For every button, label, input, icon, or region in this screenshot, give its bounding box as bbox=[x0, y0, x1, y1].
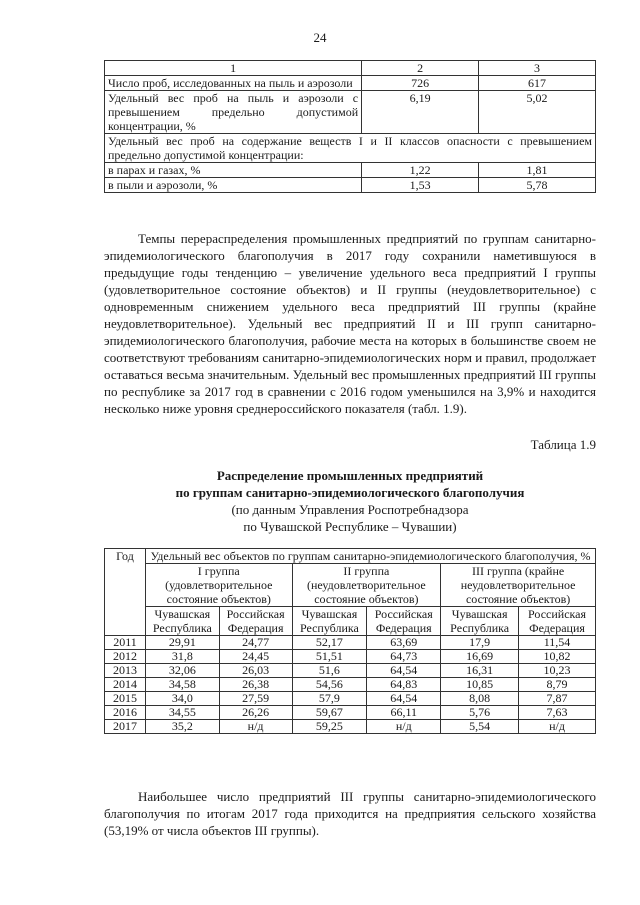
table-cell: 8,08 bbox=[441, 692, 519, 706]
table-cell: 16,31 bbox=[441, 664, 519, 678]
table-cell: 57,9 bbox=[292, 692, 367, 706]
column-header: 3 bbox=[479, 61, 596, 76]
table-row bbox=[105, 678, 596, 692]
table-cell: 51,51 bbox=[292, 650, 367, 664]
table-cell: 34,0 bbox=[146, 692, 220, 706]
body-paragraph: Темпы перераспределения промышленных предприятий по группам санитарно-эпидемиологического благополучия в 2017 году сохранили наметившуюся в предыдущие годы тенденцию – увеличение удельного веса предприятий I группы (удовлетворительное состояние объектов) и II группы (неудовлетворительное) с одновременным снижением удельного веса предприятий III группы (крайне неудовлетворительное). Удельный вес предприятий II и III групп санитарно-эпидемиологического благополучия, рабочие места на которых в большинстве своем не соответствуют требованиям санитарно-эпидемиологических норм и правил, продолжает оставаться весьма значительным. Удельный вес промышленных предприятий III группы по республике за 2017 год в сравнении с 2016 годом уменьшился на 3,9% и находится несколько ниже уровня среднероссийского показателя (табл. 1.9). bbox=[104, 231, 596, 416]
table-cell: 26,26 bbox=[219, 706, 292, 720]
table-title: Распределение промышленных предприятий bbox=[216, 468, 484, 483]
table-row bbox=[105, 134, 596, 163]
table-cell: 7,63 bbox=[519, 706, 596, 720]
table-number-label: Таблица 1.9 bbox=[530, 437, 596, 452]
table-header-row bbox=[105, 607, 596, 636]
table-cell: 31,8 bbox=[146, 650, 220, 664]
sub-header: Российская Федерация bbox=[367, 607, 441, 636]
table-header-row bbox=[105, 549, 596, 564]
page-number: 24 bbox=[313, 30, 327, 45]
table-cell: 617 bbox=[479, 76, 596, 91]
table-cell: 64,54 bbox=[367, 664, 441, 678]
table-row bbox=[105, 636, 596, 650]
table-cell: 66,11 bbox=[367, 706, 441, 720]
group-header: III группа (крайне неудовлетворительное состояние объектов) bbox=[441, 564, 596, 607]
table-cell: 27,59 bbox=[219, 692, 292, 706]
year-header: Год bbox=[105, 549, 146, 636]
sampling-table bbox=[104, 60, 596, 193]
table-cell: 5,76 bbox=[441, 706, 519, 720]
table-cell: н/д bbox=[219, 720, 292, 734]
table-cell: 52,17 bbox=[292, 636, 367, 650]
span-row-label: Удельный вес проб на содержание веществ I и II классов опасности с превышением предельно допустимой концентрации: bbox=[105, 134, 596, 163]
table-cell: 32,06 bbox=[146, 664, 220, 678]
table-cell: 59,25 bbox=[292, 720, 367, 734]
sub-header: Чувашская Республика bbox=[441, 607, 519, 636]
table-cell: 26,03 bbox=[219, 664, 292, 678]
table-row bbox=[105, 650, 596, 664]
table-cell: 35,2 bbox=[146, 720, 220, 734]
table-cell: 24,77 bbox=[219, 636, 292, 650]
body-paragraph: Наибольшее число предприятий III группы санитарно-эпидемиологического благополучия по итогам 2017 года приходится на предприятия сельского хозяйства (53,19% от числа объектов III группы). bbox=[104, 789, 596, 838]
row-label: в парах и газах, % bbox=[105, 163, 362, 178]
sub-header: Российская Федерация bbox=[219, 607, 292, 636]
table-cell: 6,19 bbox=[362, 91, 479, 134]
table-cell: 29,91 bbox=[146, 636, 220, 650]
table-cell: 5,02 bbox=[479, 91, 596, 134]
table-row bbox=[105, 178, 596, 193]
sub-header: Чувашская Республика bbox=[292, 607, 367, 636]
sub-header: Чувашская Республика bbox=[146, 607, 220, 636]
sub-header: Российская Федерация bbox=[519, 607, 596, 636]
table-cell: 59,67 bbox=[292, 706, 367, 720]
table-cell: 16,69 bbox=[441, 650, 519, 664]
table-cell: 5,54 bbox=[441, 720, 519, 734]
column-header: 2 bbox=[362, 61, 479, 76]
table-title: по группам санитарно-эпидемиологического благополучия bbox=[175, 485, 525, 500]
table-row bbox=[105, 76, 596, 91]
table-cell: 34,55 bbox=[146, 706, 220, 720]
main-header: Удельный вес объектов по группам санитарно-эпидемиологического благополучия, % bbox=[146, 549, 596, 564]
table-cell: 24,45 bbox=[219, 650, 292, 664]
table-source: по Чувашской Республике – Чувашии) bbox=[243, 519, 457, 534]
table-cell: н/д bbox=[367, 720, 441, 734]
table-cell: 63,69 bbox=[367, 636, 441, 650]
table-cell: 2015 bbox=[105, 692, 146, 706]
table-cell: 2014 bbox=[105, 678, 146, 692]
enterprise-groups-table bbox=[104, 548, 596, 734]
table-cell: 2011 bbox=[105, 636, 146, 650]
table-cell: 26,38 bbox=[219, 678, 292, 692]
table-row bbox=[105, 706, 596, 720]
group-header: I группа (удовлетворительное состояние объектов) bbox=[146, 564, 293, 607]
group-header: II группа (неудовлетворительное состояние объектов) bbox=[292, 564, 441, 607]
table-cell: 1,22 bbox=[362, 163, 479, 178]
table-row bbox=[105, 163, 596, 178]
table-cell: 2013 bbox=[105, 664, 146, 678]
table-cell: 1,81 bbox=[479, 163, 596, 178]
table-header-row bbox=[105, 61, 596, 76]
table-row bbox=[105, 91, 596, 134]
table-cell: 11,54 bbox=[519, 636, 596, 650]
table-row bbox=[105, 664, 596, 678]
table-cell: 2017 bbox=[105, 720, 146, 734]
column-header: 1 bbox=[105, 61, 362, 76]
table-cell: 54,56 bbox=[292, 678, 367, 692]
table-row bbox=[105, 720, 596, 734]
table-cell: 34,58 bbox=[146, 678, 220, 692]
table-cell: 726 bbox=[362, 76, 479, 91]
table-cell: 10,23 bbox=[519, 664, 596, 678]
table-cell: 64,83 bbox=[367, 678, 441, 692]
table-cell: 8,79 bbox=[519, 678, 596, 692]
row-label: Удельный вес проб на пыль и аэрозоли с превышением предельно допустимой концентрации, % bbox=[105, 91, 362, 134]
table-cell: 64,73 bbox=[367, 650, 441, 664]
table-cell: 10,82 bbox=[519, 650, 596, 664]
table-cell: 10,85 bbox=[441, 678, 519, 692]
row-label: в пыли и аэрозоли, % bbox=[105, 178, 362, 193]
row-label: Число проб, исследованных на пыль и аэрозоли bbox=[105, 76, 362, 91]
table-row bbox=[105, 692, 596, 706]
table-cell: 51,6 bbox=[292, 664, 367, 678]
table-cell: 1,53 bbox=[362, 178, 479, 193]
table-source: (по данным Управления Роспотребнадзора bbox=[231, 502, 469, 517]
table-cell: 7,87 bbox=[519, 692, 596, 706]
table-header-row bbox=[105, 564, 596, 607]
table-cell: н/д bbox=[519, 720, 596, 734]
table-cell: 17,9 bbox=[441, 636, 519, 650]
table-cell: 2012 bbox=[105, 650, 146, 664]
table-cell: 5,78 bbox=[479, 178, 596, 193]
table-cell: 64,54 bbox=[367, 692, 441, 706]
table-cell: 2016 bbox=[105, 706, 146, 720]
